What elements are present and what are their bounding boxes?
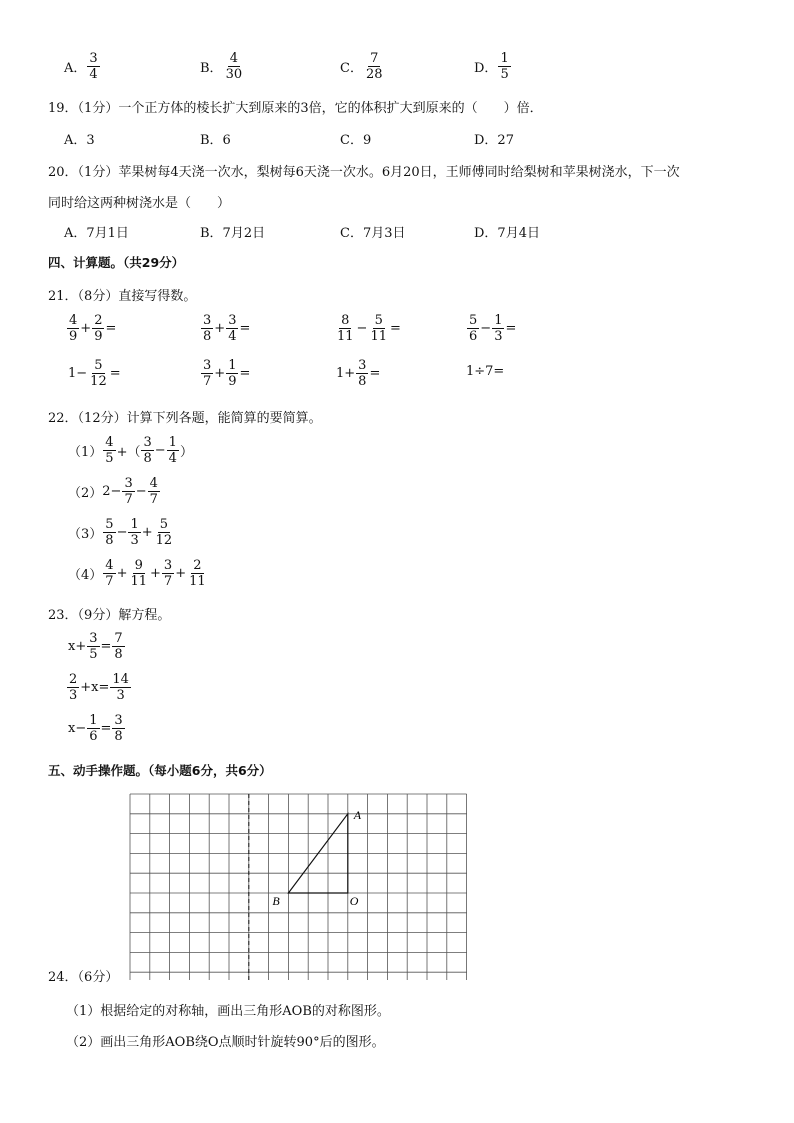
q22-stem: 22．（12分）计算下列各题，能简算的要简算。 (48, 411, 322, 426)
section-4-heading: 四、计算题。（共29分） (48, 255, 185, 270)
q19-option-b: B．6 (200, 133, 231, 148)
q20-stem-line2: 同时给这两种树浇水是（ ） (48, 196, 231, 211)
q20-option-d: D．7月4日 (474, 226, 540, 241)
q21-expr-1: $\frac{4}{9}$ + $\frac{2}{9}$ = (69, 313, 117, 344)
q18-option-b: B． $\frac{4}{30}$ (200, 51, 243, 82)
q21-expr-6: $\frac{3}{7}$ + $\frac{1}{9}$ = (203, 358, 251, 389)
q22-part-1: （1） $\frac{4}{5}$ +（ $\frac{3}{8}$ − $\frac{1}{4}$ ） (68, 435, 193, 466)
q24-label: 24．（6分） (48, 970, 119, 985)
grid-lines (130, 794, 467, 980)
q21-expr-2: $\frac{3}{8}$ + $\frac{3}{4}$ = (203, 313, 251, 344)
point-b-label: B (272, 894, 280, 908)
q20-stem-line1: 20．（1分）苹果树每4天浇一次水，梨树每6天浇一次水。6月20日，王师傅同时给梨树和苹果树浇水，下一次 (48, 165, 680, 180)
q21-expr-3: $\frac{8}{11}$ − $\frac{5}{11}$ = (337, 313, 401, 344)
q21-expr-5: 1− $\frac{5}{12}$ = (68, 358, 121, 389)
q23-equation-3: x− $\frac{1}{6}$ = $\frac{3}{8}$ (68, 713, 123, 744)
q21-expr-8: 1÷7= (466, 364, 505, 379)
q19-option-a: A．3 (64, 133, 95, 148)
q20-option-a: A．7月1日 (64, 226, 129, 241)
q23-equation-2: $\frac{2}{3}$ +x= $\frac{14}{3}$ (69, 672, 129, 703)
q21-expr-7: 1+ $\frac{3}{8}$ = (336, 358, 381, 389)
q21-expr-4: $\frac{5}{6}$ − $\frac{1}{3}$ = (469, 313, 517, 344)
q22-part-2: （2） 2− $\frac{3}{7}$ − $\frac{4}{7}$ (68, 476, 158, 507)
q23-stem: 23．（9分）解方程。 (48, 608, 171, 623)
q20-option-c: C．7月3日 (340, 226, 406, 241)
q24-sub-2: （2）画出三角形AOB绕O点顺时针旋转90°后的图形。 (66, 1035, 385, 1050)
q22-part-3: （3） $\frac{5}{8}$ − $\frac{1}{3}$ + $\frac{5}{12}$ (68, 517, 173, 548)
q19-stem: 19．（1分）一个正方体的棱长扩大到原来的3倍，它的体积扩大到原来的（ ）倍． (48, 101, 543, 116)
q23-equation-1: x+ $\frac{3}{5}$ = $\frac{7}{8}$ (68, 631, 123, 662)
q24-grid-figure (126, 790, 472, 980)
q18-option-a: A． $\frac{3}{4}$ (64, 51, 98, 82)
point-a-label: A (353, 807, 362, 822)
q19-option-d: D．27 (474, 133, 514, 148)
q18-option-d: D． $\frac{1}{5}$ (474, 51, 509, 82)
section-5-heading: 五、动手操作题。（每小题6分，共6分） (48, 763, 272, 778)
q21-stem: 21．（8分）直接写得数。 (48, 289, 197, 304)
q18-option-c: C． $\frac{7}{28}$ (340, 51, 383, 82)
q22-part-4: （4） $\frac{4}{7}$ + $\frac{9}{11}$ + $\frac{3}{7}$ + $\frac{2}{11}$ (68, 558, 206, 589)
point-o-label: O (349, 894, 359, 908)
q24-sub-1: （1）根据给定的对称轴，画出三角形AOB的对称图形。 (66, 1004, 390, 1019)
q20-option-b: B．7月2日 (200, 226, 266, 241)
q19-option-c: C．9 (340, 133, 372, 148)
